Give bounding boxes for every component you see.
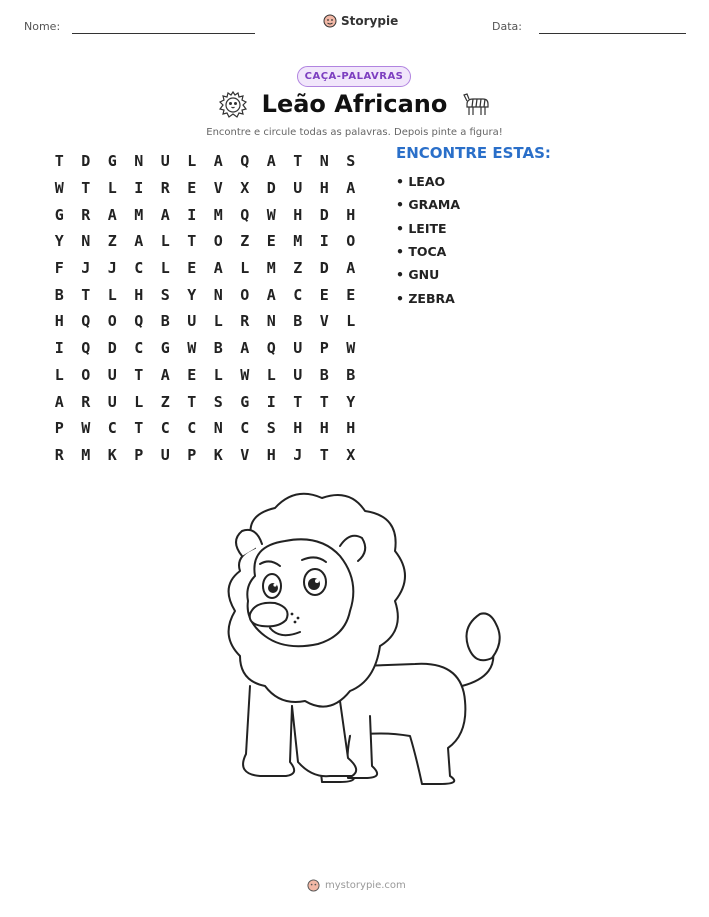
grid-cell[interactable]: J (107, 259, 117, 278)
grid-cell[interactable]: E (319, 285, 329, 304)
grid-cell[interactable]: A (346, 259, 356, 278)
grid-cell[interactable]: L (346, 312, 356, 331)
grid-cell[interactable]: Q (81, 339, 91, 358)
grid-cell[interactable]: R (160, 179, 170, 198)
word-item: • GNU (396, 267, 440, 283)
grid-cell[interactable]: M (134, 205, 144, 224)
date-label: Data: (492, 20, 522, 33)
grid-cell[interactable]: M (293, 232, 303, 251)
grid-cell[interactable]: H (346, 419, 356, 438)
grid-cell[interactable]: W (54, 179, 64, 198)
grid-cell[interactable]: Q (240, 152, 250, 171)
grid-cell[interactable]: C (160, 419, 170, 438)
grid-cell[interactable]: P (187, 445, 197, 464)
grid-cell[interactable]: H (293, 205, 303, 224)
grid-cell[interactable]: T (319, 392, 329, 411)
word-search-grid[interactable] (46, 148, 364, 468)
grid-cell[interactable]: Y (54, 232, 64, 251)
grid-cell[interactable]: T (293, 152, 303, 171)
grid-cell[interactable]: S (346, 152, 356, 171)
grid-cell[interactable]: L (134, 392, 144, 411)
grid-cell[interactable]: A (160, 205, 170, 224)
grid-cell[interactable]: L (107, 285, 117, 304)
grid-cell[interactable]: D (319, 259, 329, 278)
grid-cell[interactable]: W (266, 205, 276, 224)
grid-cell[interactable]: I (187, 205, 197, 224)
grid-cell[interactable]: U (160, 152, 170, 171)
grid-cell[interactable]: L (240, 259, 250, 278)
word-item: • LEAO (396, 174, 446, 190)
grid-cell[interactable]: S (160, 285, 170, 304)
grid-cell[interactable]: I (266, 392, 276, 411)
grid-cell[interactable]: A (134, 232, 144, 251)
grid-cell[interactable]: V (240, 445, 250, 464)
grid-cell[interactable]: E (187, 365, 197, 384)
grid-cell[interactable]: D (319, 205, 329, 224)
grid-cell[interactable]: N (213, 419, 223, 438)
grid-cell[interactable]: B (160, 312, 170, 331)
grid-cell[interactable]: T (134, 419, 144, 438)
grid-cell[interactable]: C (134, 339, 144, 358)
grid-cell[interactable]: G (160, 339, 170, 358)
grid-cell[interactable]: B (319, 365, 329, 384)
grid-cell[interactable]: A (346, 179, 356, 198)
word-item: • TOCA (396, 244, 447, 260)
grid-cell[interactable]: A (266, 285, 276, 304)
grid-cell[interactable]: T (81, 285, 91, 304)
grid-cell[interactable]: C (240, 419, 250, 438)
grid-cell[interactable]: P (134, 445, 144, 464)
grid-cell[interactable]: O (81, 365, 91, 384)
grid-cell[interactable]: L (160, 259, 170, 278)
grid-cell[interactable]: G (107, 152, 117, 171)
name-label: Nome: (24, 20, 61, 33)
grid-cell[interactable]: X (240, 179, 250, 198)
grid-cell[interactable]: B (346, 365, 356, 384)
grid-cell[interactable]: S (213, 392, 223, 411)
grid-cell[interactable]: T (187, 392, 197, 411)
zebra-icon (461, 90, 491, 118)
grid-cell[interactable]: C (293, 285, 303, 304)
grid-cell[interactable]: W (81, 419, 91, 438)
instructions: Encontre e circule todas as palavras. Depois pinte a figura! (206, 127, 503, 138)
word-item: • ZEBRA (396, 290, 455, 306)
grid-cell[interactable]: A (54, 392, 64, 411)
grid-cell[interactable]: A (240, 339, 250, 358)
grid-cell[interactable]: N (319, 152, 329, 171)
grid-cell[interactable]: O (213, 232, 223, 251)
grid-cell[interactable]: Q (266, 339, 276, 358)
grid-cell[interactable]: Z (160, 392, 170, 411)
grid-cell[interactable]: R (54, 445, 64, 464)
word-item: • GRAMA (396, 197, 461, 213)
grid-cell[interactable]: N (134, 152, 144, 171)
grid-cell[interactable]: U (293, 339, 303, 358)
grid-cell[interactable]: P (54, 419, 64, 438)
grid-cell[interactable]: R (81, 392, 91, 411)
grid-cell[interactable]: F (54, 259, 64, 278)
lion-coloring-illustration[interactable] (200, 486, 510, 796)
grid-cell[interactable]: L (107, 179, 117, 198)
grid-cell[interactable]: T (187, 232, 197, 251)
grid-cell[interactable]: L (266, 365, 276, 384)
grid-cell[interactable]: W (187, 339, 197, 358)
title-row (0, 90, 709, 118)
grid-cell[interactable]: X (346, 445, 356, 464)
grid-cell[interactable]: M (81, 445, 91, 464)
grid-cell[interactable]: D (266, 179, 276, 198)
grid-cell[interactable]: B (293, 312, 303, 331)
grid-cell[interactable]: H (266, 445, 276, 464)
grid-cell[interactable]: Z (107, 232, 117, 251)
grid-cell[interactable]: R (81, 205, 91, 224)
grid-cell[interactable]: W (346, 339, 356, 358)
grid-cell[interactable]: H (319, 179, 329, 198)
grid-cell[interactable]: E (346, 285, 356, 304)
grid-cell[interactable]: N (81, 232, 91, 251)
brand-logo (323, 14, 398, 28)
grid-cell[interactable]: G (54, 205, 64, 224)
grid-cell[interactable]: J (81, 259, 91, 278)
grid-cell[interactable]: L (187, 152, 197, 171)
grid-cell[interactable]: M (266, 259, 276, 278)
grid-cell[interactable]: H (293, 419, 303, 438)
grid-cell[interactable]: I (54, 339, 64, 358)
grid-cell[interactable]: U (293, 365, 303, 384)
grid-cell[interactable]: T (54, 152, 64, 171)
grid-cell[interactable]: L (54, 365, 64, 384)
grid-cell[interactable]: T (81, 179, 91, 198)
grid-cell[interactable]: K (213, 445, 223, 464)
grid-cell[interactable]: Y (187, 285, 197, 304)
grid-cell[interactable]: T (319, 445, 329, 464)
grid-cell[interactable]: M (213, 205, 223, 224)
grid-cell[interactable]: C (187, 419, 197, 438)
grid-cell[interactable]: W (240, 365, 250, 384)
grid-cell[interactable]: J (293, 445, 303, 464)
grid-cell[interactable]: A (160, 365, 170, 384)
footer (307, 879, 406, 892)
grid-cell[interactable]: S (266, 419, 276, 438)
grid-cell[interactable]: C (107, 419, 117, 438)
storypie-mascot-icon (323, 14, 337, 28)
grid-cell[interactable]: I (319, 232, 329, 251)
grid-cell[interactable]: A (213, 259, 223, 278)
grid-cell[interactable]: O (107, 312, 117, 331)
grid-cell[interactable]: N (213, 285, 223, 304)
name-line[interactable] (72, 33, 255, 34)
grid-cell[interactable]: V (319, 312, 329, 331)
grid-cell[interactable]: U (107, 392, 117, 411)
grid-cell[interactable]: C (134, 259, 144, 278)
grid-cell[interactable]: N (266, 312, 276, 331)
grid-cell[interactable]: A (213, 152, 223, 171)
grid-cell[interactable]: T (293, 392, 303, 411)
grid-cell[interactable]: L (160, 232, 170, 251)
grid-cell[interactable]: Z (293, 259, 303, 278)
grid-cell[interactable]: T (134, 365, 144, 384)
date-line[interactable] (539, 33, 686, 34)
grid-cell[interactable]: B (213, 339, 223, 358)
grid-cell[interactable]: D (81, 152, 91, 171)
grid-cell[interactable]: B (54, 285, 64, 304)
grid-cell[interactable]: P (319, 339, 329, 358)
grid-cell[interactable]: H (346, 205, 356, 224)
grid-cell[interactable]: E (187, 259, 197, 278)
grid-cell[interactable]: Z (240, 232, 250, 251)
storypie-mascot-icon (307, 879, 320, 892)
grid-cell[interactable]: Q (240, 205, 250, 224)
grid-cell[interactable]: O (240, 285, 250, 304)
grid-cell[interactable]: O (346, 232, 356, 251)
page-title: Leão Africano (261, 90, 448, 118)
grid-cell[interactable]: U (293, 179, 303, 198)
grid-cell[interactable]: R (240, 312, 250, 331)
grid-cell[interactable]: K (107, 445, 117, 464)
grid-cell[interactable]: Q (134, 312, 144, 331)
word-list (396, 170, 460, 310)
grid-cell[interactable]: D (107, 339, 117, 358)
grid-cell[interactable]: L (213, 312, 223, 331)
grid-cell[interactable]: G (240, 392, 250, 411)
grid-cell[interactable]: A (266, 152, 276, 171)
grid-cell[interactable]: U (107, 365, 117, 384)
grid-cell[interactable]: A (107, 205, 117, 224)
worksheet-type-badge: CAÇA-PALAVRAS (297, 66, 411, 87)
brand-name: Storypie (341, 14, 399, 28)
grid-cell[interactable]: E (266, 232, 276, 251)
lion-head-icon (218, 90, 248, 118)
grid-cell[interactable]: H (134, 285, 144, 304)
word-item: • LEITE (396, 220, 447, 236)
grid-cell[interactable]: Q (81, 312, 91, 331)
grid-cell[interactable]: L (213, 365, 223, 384)
grid-cell[interactable]: U (187, 312, 197, 331)
grid-cell[interactable]: I (134, 179, 144, 198)
word-list-title: ENCONTRE ESTAS: (396, 144, 551, 162)
grid-cell[interactable]: E (187, 179, 197, 198)
grid-cell[interactable]: H (319, 419, 329, 438)
grid-cell[interactable]: U (160, 445, 170, 464)
grid-cell[interactable]: V (213, 179, 223, 198)
grid-cell[interactable]: H (54, 312, 64, 331)
grid-cell[interactable]: Y (346, 392, 356, 411)
footer-url: mystorypie.com (325, 880, 406, 891)
